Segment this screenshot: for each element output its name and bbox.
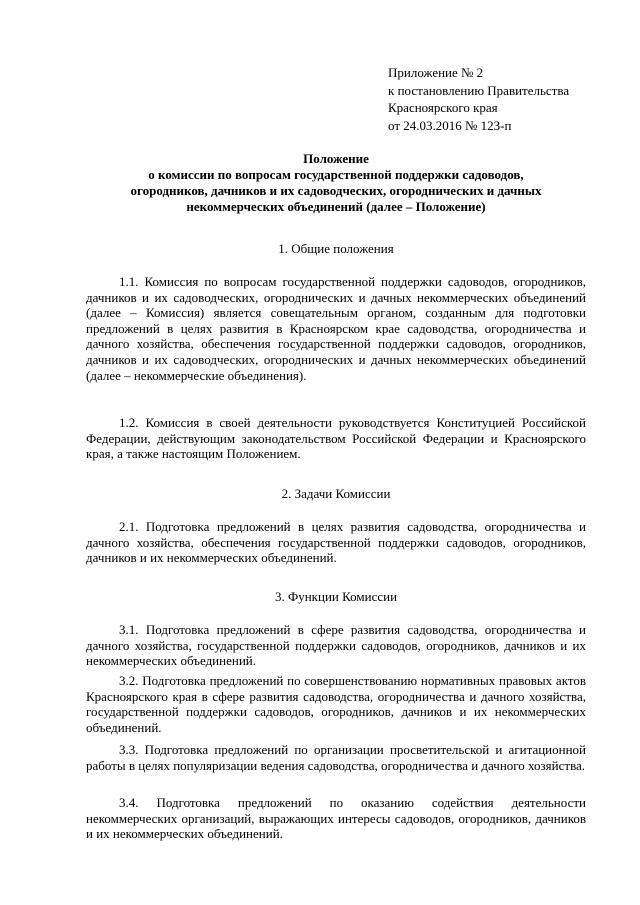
appendix-region: Красноярского края	[388, 100, 498, 115]
appendix-number: Приложение № 2	[388, 65, 484, 80]
title-line-2: о комиссии по вопросам государственной поддержки садоводов,	[148, 167, 524, 182]
paragraph-1-1: 1.1. Комиссия по вопросам государственной поддержки садоводов, огородников, дачников и их садоводческих, огороднических и дачных некоммерческих объединений (далее – Комиссия) является совещательным органом, созданным для подготовки предложений в целях развития в Красноярском крае садоводства, огородничества и дачного хозяйства, обеспечения государственной поддержки садоводов, огородников, дачников и их садоводческих, огороднических и дачных некоммерческих объединений (далее – некоммерческие объединения).	[86, 274, 586, 383]
paragraph-1-2: 1.2. Комиссия в своей деятельности руководствуется Конституцией Российской Федерации, действующим законодательством Российской Федерации и Красноярского края, а также настоящим Положением.	[86, 415, 586, 462]
paragraph-2-1: 2.1. Подготовка предложений в целях развития садоводства, огородничества и дачного хозяйства, обеспечения государственной поддержки садоводов, огородников, дачников и их некоммерческих объединений.	[86, 519, 586, 566]
section-heading-functions: 3. Функции Комиссии	[274, 589, 398, 604]
appendix-reference: к постановлению Правительства	[388, 82, 570, 98]
title-line-1: Положение	[303, 151, 369, 166]
appendix-date: от 24.03.2016 № 123-п	[388, 117, 512, 133]
title-line-3: огородников, дачников и их садоводческих, огороднических и дачных	[130, 183, 542, 198]
paragraph-3-2: 3.2. Подготовка предложений по совершенствованию нормативных правовых актов Красноярского края в сфере развития садоводства, огородничества и дачного хозяйства, государственной поддержки садоводов, огородников, дачников и их некоммерческих объединений.	[86, 673, 586, 735]
section-heading-tasks: 2. Задачи Комиссии	[281, 486, 391, 501]
document-title	[86, 151, 586, 215]
appendix-block	[388, 64, 618, 134]
paragraph-3-1: 3.1. Подготовка предложений в сфере развития садоводства, огородничества и дачного хозяйства, государственной поддержки садоводов, огородников, дачников и их некоммерческих объединений.	[86, 622, 586, 669]
paragraph-3-3: 3.3. Подготовка предложений по организации просветительской и агитационной работы в целях популяризации ведения садоводства, огородничества и дачного хозяйства.	[86, 742, 586, 773]
section-heading-general: 1. Общие положения	[278, 241, 394, 256]
paragraph-3-4: 3.4. Подготовка предложений по оказанию содействия деятельности некоммерческих организаций, выражающих интересы садоводов, огородников, дачников и их некоммерческих объединений.	[86, 795, 586, 842]
title-line-4: некоммерческих объединений (далее – Положение)	[186, 199, 486, 214]
